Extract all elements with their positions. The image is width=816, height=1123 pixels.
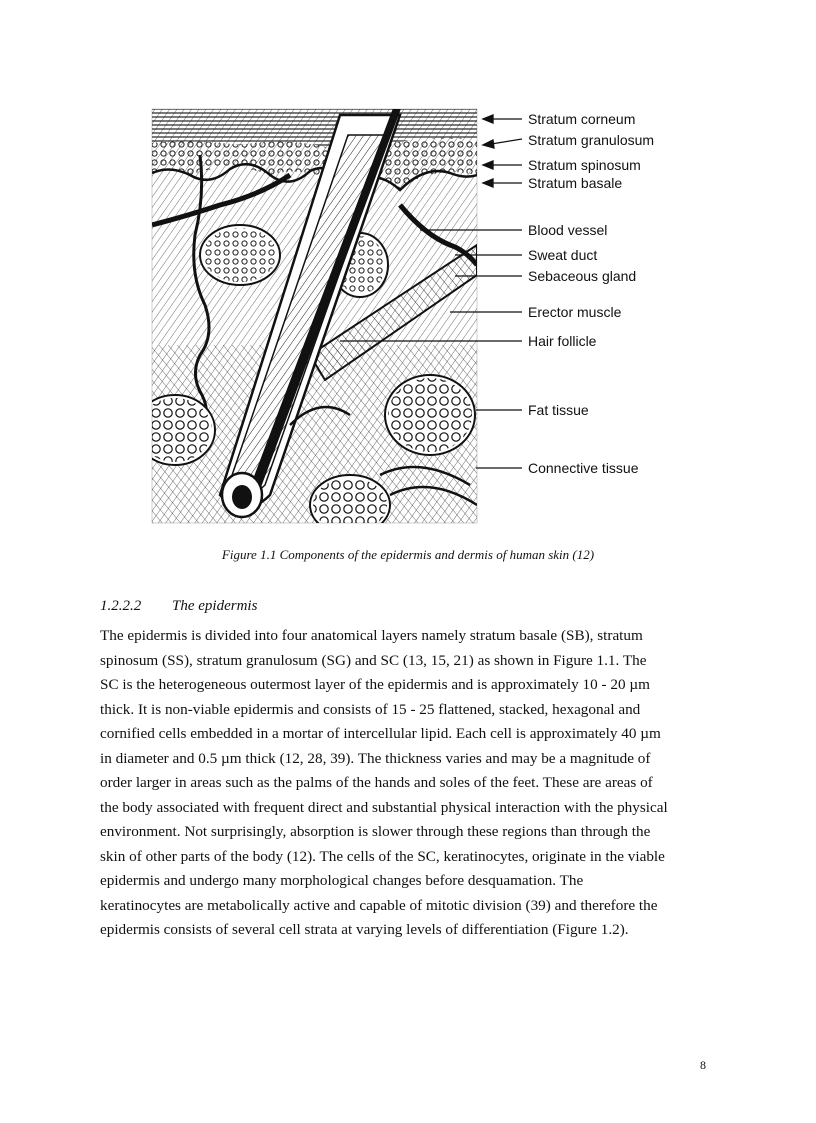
paragraph-line: in diameter and 0.5 µm thick (12, 28, 39). The thickness varies and may be a magnitude of	[100, 749, 651, 767]
label-sweat-duct: Sweat duct	[528, 247, 598, 263]
paragraph-line: keratinocytes are metabolically active and capable of mitotic division (39) and therefore the	[100, 896, 658, 914]
paragraph-line: SC is the heterogeneous outermost layer of the epidermis and is approximately 10 - 20 µm	[100, 676, 650, 693]
skin-illustration	[150, 95, 477, 525]
paragraph-line: thick. It is non-viable epidermis and consists of 15 - 25 flattened, stacked, hexagonal and	[100, 700, 641, 718]
label-fat-tissue: Fat tissue	[528, 402, 589, 418]
label-stratum-corneum: Stratum corneum	[528, 111, 636, 127]
label-stratum-granulosum: Stratum granulosum	[528, 132, 655, 148]
paragraph-line: skin of other parts of the body (12). The cells of the SC, keratinocytes, originate in the viable	[100, 847, 665, 865]
label-sebaceous-gland: Sebaceous gland	[528, 268, 637, 284]
paragraph-line: order larger in areas such as the palms of the hands and soles of the feet. These are areas of	[100, 774, 653, 791]
skin-cross-section-figure	[150, 95, 670, 525]
section-number: 1.2.2.2	[100, 598, 142, 614]
paragraph-line: The epidermis is divided into four anatomical layers namely stratum basale (SB), stratum	[100, 627, 643, 644]
paragraph-line: the body associated with frequent direct and substantial physical interaction with the physical	[100, 798, 668, 816]
label-connective-tissue: Connective tissue	[528, 460, 639, 476]
label-erector-muscle: Erector muscle	[528, 304, 622, 320]
figure-caption: Figure 1.1 Components of the epidermis and dermis of human skin (12)	[221, 547, 595, 562]
label-hair-follicle: Hair follicle	[528, 333, 597, 349]
paragraph-line: spinosum (SS), stratum granulosum (SG) and SC (13, 15, 21) as shown in Figure 1.1. The	[100, 651, 647, 669]
paragraph-line: epidermis consists of several cell strata at varying levels of differentiation (Figure 1.2).	[100, 921, 629, 938]
label-blood-vessel: Blood vessel	[528, 222, 608, 238]
body-paragraph	[100, 624, 728, 943]
paragraph-line: environment. Not surprisingly, absorption is slower through these regions than through the	[100, 823, 651, 840]
label-stratum-basale: Stratum basale	[528, 175, 623, 191]
paragraph-line: epidermis and undergo many morphological changes before desquamation. The	[100, 872, 584, 889]
page-number: 8	[700, 1058, 706, 1072]
section-title: The epidermis	[172, 598, 258, 614]
paragraph-line: cornified cells embedded in a mortar of intercellular lipid. Each cell is approximately 40 µm	[100, 725, 661, 742]
label-stratum-spinosum: Stratum spinosum	[528, 157, 641, 173]
section-heading	[100, 598, 257, 615]
